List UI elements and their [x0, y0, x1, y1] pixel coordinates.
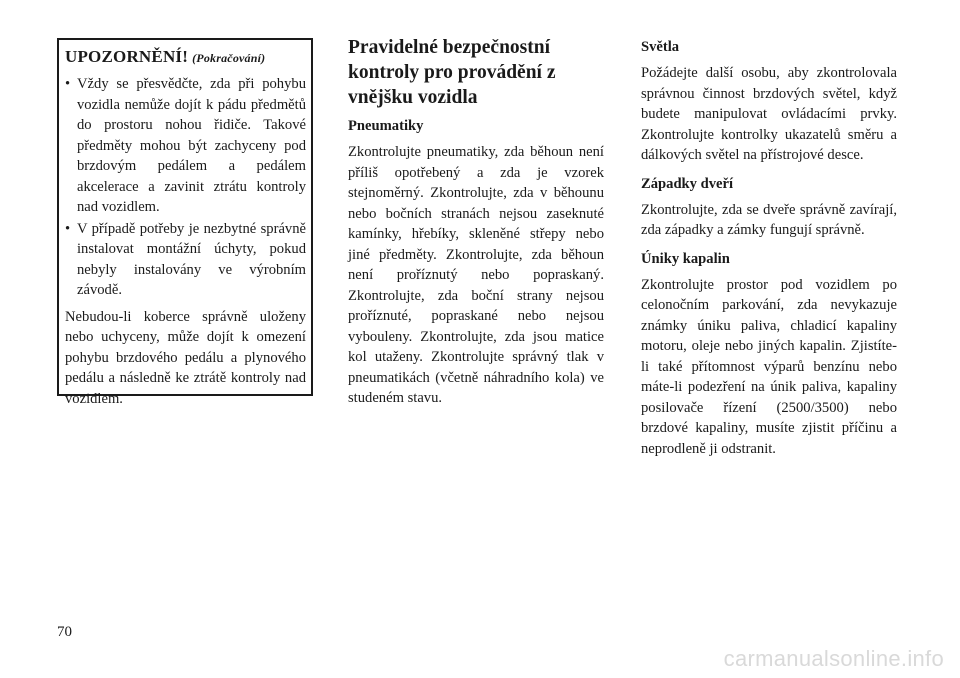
subhead-door-latches: Západky dveří: [641, 175, 734, 192]
door-latches-text: Zkontrolujte, zda se dveře správně zavírají, zda západky a zámky fungují správně.: [641, 201, 897, 238]
warning-paragraph: Nebudou-li koberce správně uloženy nebo uchyceny, může dojít k omezení pohybu brzdového pedálu a plynového pedálu a následně ke ztrátě kontroly nad vozidlem.: [65, 308, 306, 407]
right-column: [641, 37, 897, 467]
middle-column: [348, 35, 604, 409]
warning-title: UPOZORNĚNÍ!: [65, 47, 189, 66]
section-title: Pravidelné bezpečnostní kontroly pro provádění z vnějšku vozidla: [348, 37, 556, 108]
subhead-fluid-leaks: Úniky kapalin: [641, 250, 730, 267]
bullet-glyph: •: [65, 220, 71, 237]
warning-continued: (Pokračování): [192, 51, 266, 65]
tires-text: Zkontrolujte pneumatiky, zda běhoun není příliš opotřebený a zda je vzorek stejnoměrný. Zkontrolujte, zda v běhounu nebo bočních stranách nejsou zaseknuté kamínky, hřebíky, skleněné střepy nebo jiné předměty. Zkontrolujte, zda běhoun není proříznutý nebo popraskaný. Zkontrolujte, zda boční strany nejsou proříznuté, popraskané nebo nejsou vybouleny. Zkontrolujte, zda jsou matice kol utaženy. Zkontrolujte správný tlak v pneumatikách (včetně náhradního kola) ve studeném stavu.: [348, 144, 604, 406]
warning-bullet: [65, 74, 306, 218]
subhead-tires: Pneumatiky: [348, 118, 424, 134]
fluid-leaks-text: Zkontrolujte prostor pod vozidlem po celonočním parkování, zda nevykazuje známky úniku paliva, chladicí kapaliny motoru, oleje nebo jiných kapalin. Zjistíte-li také přítomnost výparů benzínu nebo máte-li podezření na únik paliva, kapaliny posilovače řízení (2500/3500) nebo brzdové kapaliny, musíte zjistit příčinu a neprodleně ji odstranit.: [641, 276, 897, 457]
warning-bullet: [65, 219, 306, 301]
page-number: 70: [57, 624, 72, 640]
warning-bullet-text: Vždy se přesvědčte, zda při pohybu vozidla nemůže dojít k pádu předmětů do prostoru nohou řidiče. Takové předměty mohou být zachyceny pod brzdovým pedálem a pedálem akcelerace a zavinit ztrátu kontroly nad vozidlem.: [77, 76, 306, 215]
warning-bullet-text: V případě potřeby je nezbytné správně instalovat montážní úchyty, pokud nebyly instalovány ve výrobním závodě.: [77, 220, 306, 298]
warning-box: [57, 38, 313, 407]
bullet-glyph: •: [65, 76, 71, 92]
lights-text: Požádejte další osobu, aby zkontrolovala správnou činnost brzdových světel, když budete manipulovat ovládacími prvky. Zkontrolujte kontrolky ukazatelů směru a dálkových světel na přístrojové desce.: [641, 65, 897, 163]
warning-header: [65, 46, 306, 69]
watermark: carmanualsonline.info: [723, 646, 944, 671]
warning-bullet-list: [65, 74, 306, 301]
subhead-lights: Světla: [641, 39, 680, 55]
